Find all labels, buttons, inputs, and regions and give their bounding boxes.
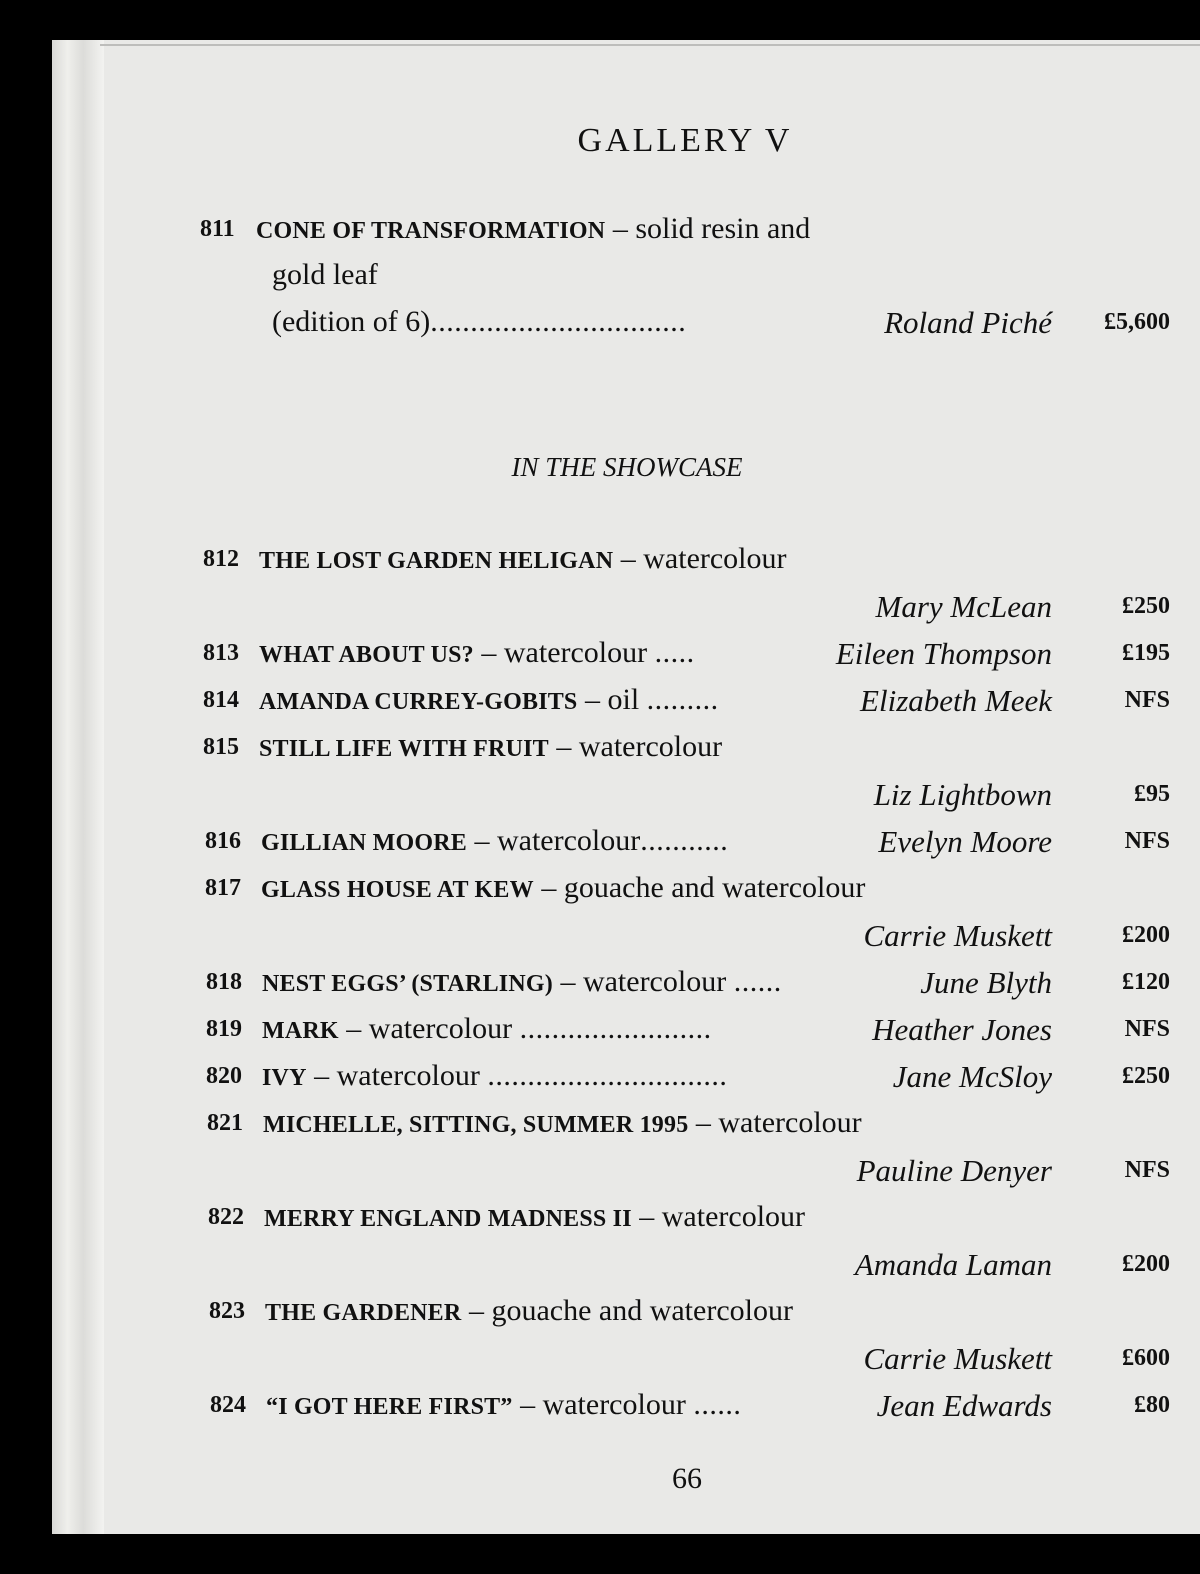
entry-artist: Amanda Laman xyxy=(854,1247,1052,1282)
entry-artist: Jean Edwards xyxy=(876,1388,1052,1423)
catalogue-entry-811-line3 xyxy=(0,305,1200,345)
entry-number: 812 xyxy=(203,546,239,572)
entry-title: “I GOT HERE FIRST” xyxy=(266,1394,513,1420)
entry-artist: Evelyn Moore xyxy=(878,824,1052,859)
entry-medium: – watercolour xyxy=(548,730,723,763)
entry-medium: – watercolour xyxy=(631,1200,806,1233)
entry-artist: Heather Jones xyxy=(872,1012,1052,1047)
entry-artist: June Blyth xyxy=(920,965,1052,1000)
entry-number: 820 xyxy=(206,1063,242,1089)
entry-number: 824 xyxy=(210,1392,246,1418)
catalogue-entry-817 xyxy=(0,871,1200,911)
catalogue-entry-813 xyxy=(0,636,1200,676)
entry-artist: Carrie Muskett xyxy=(863,918,1052,953)
entry-price: £200 xyxy=(1122,1251,1170,1277)
entry-medium: – gouache and watercolour xyxy=(533,871,866,904)
leader-dots: ...... xyxy=(693,1388,742,1421)
entry-title: MARK xyxy=(262,1018,339,1044)
entry-medium: – watercolour xyxy=(512,1388,694,1421)
catalogue-entry-817-line2 xyxy=(0,918,1200,958)
catalogue-entry-815-line2 xyxy=(0,777,1200,817)
page-title: GALLERY V xyxy=(577,122,793,159)
entry-medium: – watercolour xyxy=(466,824,641,857)
entry-price: £250 xyxy=(1122,593,1170,619)
catalogue-entry-811 xyxy=(0,212,1200,252)
entry-artist: Elizabeth Meek xyxy=(860,683,1052,718)
catalogue-entry-822-line2 xyxy=(0,1247,1200,1287)
entry-number: 813 xyxy=(203,640,239,666)
entry-medium: – watercolour xyxy=(338,1012,520,1045)
entry-title: AMANDA CURREY-GOBITS xyxy=(259,689,578,715)
entry-medium: – watercolour xyxy=(306,1059,488,1092)
catalogue-entry-818 xyxy=(0,965,1200,1005)
entry-title: STILL LIFE WITH FRUIT xyxy=(259,736,549,762)
catalogue-entry-823-line2 xyxy=(0,1341,1200,1381)
entry-title: MICHELLE, SITTING, SUMMER 1995 xyxy=(263,1112,689,1138)
entry-price: £200 xyxy=(1122,922,1170,948)
catalogue-entry-822 xyxy=(0,1200,1200,1240)
page-number: 66 xyxy=(672,1462,702,1495)
catalogue-entry-811-line2 xyxy=(0,258,1200,298)
entry-number: 819 xyxy=(206,1016,242,1042)
entry-price: £250 xyxy=(1122,1063,1170,1089)
leader-dots: ........... xyxy=(640,824,729,857)
entry-title: NEST EGGS’ (STARLING) xyxy=(262,971,553,997)
leader-dots: ......... xyxy=(646,683,719,716)
entry-title: MERRY ENGLAND MADNESS II xyxy=(264,1206,632,1232)
entry-price: £80 xyxy=(1134,1392,1170,1418)
entry-artist: Jane McSloy xyxy=(892,1059,1052,1094)
entry-title: THE LOST GARDEN HELIGAN xyxy=(259,548,614,574)
leader-dots: ................................ xyxy=(430,305,687,338)
entry-price: NFS xyxy=(1124,1016,1170,1042)
entry-artist: Roland Piché xyxy=(884,305,1052,340)
entry-medium: – gouache and watercolour xyxy=(461,1294,793,1327)
entry-number: 815 xyxy=(203,734,239,760)
entry-title: GLASS HOUSE AT KEW xyxy=(261,877,534,903)
entry-artist: Mary McLean xyxy=(875,589,1052,624)
entry-number: 814 xyxy=(203,687,239,713)
leader-dots: .............................. xyxy=(487,1059,728,1092)
entry-number: 811 xyxy=(200,216,235,242)
entry-number: 821 xyxy=(207,1110,243,1136)
entry-medium-cont: gold leaf xyxy=(272,258,378,291)
catalogue-entry-821 xyxy=(0,1106,1200,1146)
leader-dots: ..... xyxy=(654,636,695,669)
entry-artist: Eileen Thompson xyxy=(835,636,1052,671)
catalogue-entry-824 xyxy=(0,1388,1200,1428)
catalogue-entry-821-line2 xyxy=(0,1153,1200,1193)
catalogue-entry-819 xyxy=(0,1012,1200,1052)
catalogue-entry-815 xyxy=(0,730,1200,770)
entry-title: CONE OF TRANSFORMATION xyxy=(256,218,606,244)
catalogue-entry-823 xyxy=(0,1294,1200,1334)
entry-price: NFS xyxy=(1124,1157,1170,1183)
entry-medium: – oil xyxy=(577,683,647,716)
entry-price: £195 xyxy=(1122,640,1170,666)
entry-medium: – solid resin and xyxy=(605,212,811,245)
entry-edition: (edition of 6) xyxy=(272,305,431,338)
catalogue-entry-820 xyxy=(0,1059,1200,1099)
entry-artist: Liz Lightbown xyxy=(873,777,1052,812)
entry-number: 817 xyxy=(205,875,241,901)
entry-medium: – watercolour xyxy=(613,542,787,575)
page-top-edge xyxy=(100,44,1200,46)
entry-medium: – watercolour xyxy=(688,1106,862,1139)
entry-medium: – watercolour xyxy=(552,965,734,998)
showcase-heading: IN THE SHOWCASE xyxy=(511,452,743,482)
leader-dots: ...... xyxy=(733,965,782,998)
entry-number: 816 xyxy=(205,828,241,854)
entry-number: 822 xyxy=(208,1204,244,1230)
entry-artist: Carrie Muskett xyxy=(863,1341,1052,1376)
entry-medium: – watercolour xyxy=(473,636,655,669)
entry-price: £95 xyxy=(1134,781,1170,807)
entry-price: £120 xyxy=(1122,969,1170,995)
entry-number: 818 xyxy=(206,969,242,995)
entry-title: IVY xyxy=(262,1065,307,1091)
entry-price: £5,600 xyxy=(1104,309,1170,335)
catalogue-entry-814 xyxy=(0,683,1200,723)
catalogue-entry-816 xyxy=(0,824,1200,864)
entry-price: £600 xyxy=(1122,1345,1170,1371)
entry-title: WHAT ABOUT US? xyxy=(259,642,474,668)
catalogue-entry-812 xyxy=(0,542,1200,582)
entry-number: 823 xyxy=(209,1298,245,1324)
entry-title: THE GARDENER xyxy=(265,1300,462,1326)
leader-dots: ........................ xyxy=(519,1012,712,1045)
entry-price: NFS xyxy=(1124,828,1170,854)
entry-price: NFS xyxy=(1124,687,1170,713)
catalogue-entry-812-line2 xyxy=(0,589,1200,629)
entry-title: GILLIAN MOORE xyxy=(261,830,467,856)
entry-artist: Pauline Denyer xyxy=(856,1153,1052,1188)
